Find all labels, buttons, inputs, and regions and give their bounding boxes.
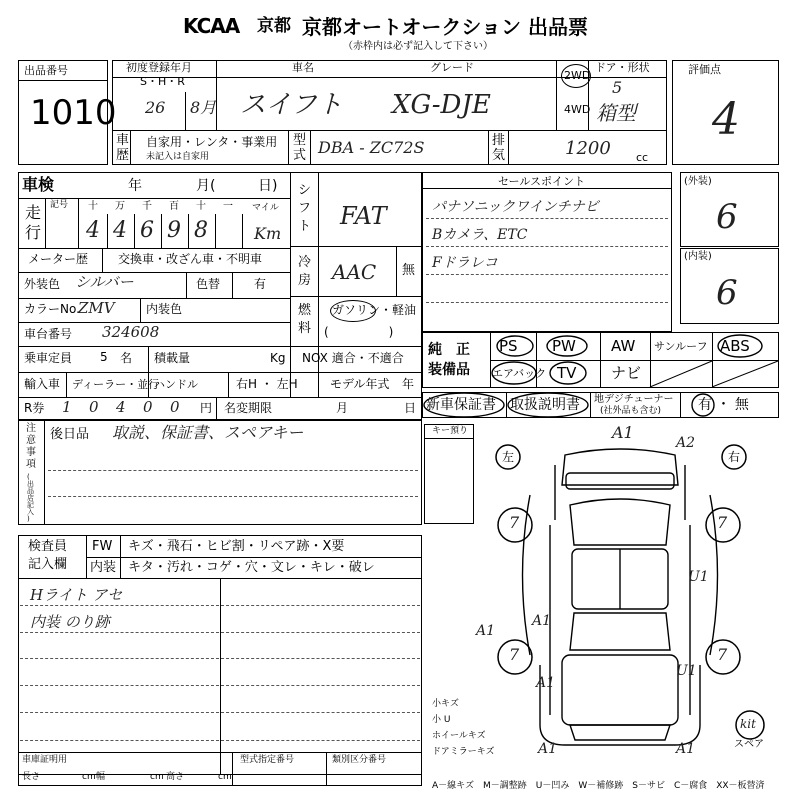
- ext-color-value: シルバー: [75, 273, 134, 291]
- ac-value: AAC: [332, 260, 377, 284]
- recycle-digit: 0: [143, 398, 153, 416]
- drive-2wd: 2WD: [564, 69, 591, 82]
- diagram-right: 右: [728, 450, 741, 464]
- odo-unit-label: 百: [169, 201, 179, 212]
- notes-sub-char: 店: [27, 494, 34, 502]
- diagram-left: 左: [502, 450, 515, 464]
- bottom-height: 高さ: [166, 772, 185, 782]
- equip-tv: TV: [557, 364, 577, 382]
- mark-door-a1: A1: [532, 613, 552, 629]
- nox-label: NOX 適合・不適合: [302, 351, 404, 365]
- import-handle: ハンドル: [154, 378, 198, 391]
- spare-label: スペア: [734, 739, 764, 750]
- key-label: キー預り: [432, 426, 469, 436]
- recycle-yen: 円: [200, 401, 213, 415]
- int-color-label: 内装色: [146, 302, 183, 316]
- door-count: 5: [612, 78, 623, 97]
- mark-right-u1: U1: [688, 569, 709, 585]
- grade-value: XG-DJE: [392, 90, 491, 120]
- car-diagram: [470, 425, 780, 770]
- ac-label-2: 房: [298, 273, 312, 288]
- color-no-value: ZMV: [78, 299, 115, 317]
- bottom-len: 長さ: [22, 772, 41, 782]
- legend-codes: A－線キズ M－調整跡 U－凹み W－補修跡 S－サビ C－腐食 XX－板替済: [432, 781, 765, 791]
- recycle-digit: 1: [62, 398, 72, 416]
- key-box: [424, 424, 474, 524]
- odo-kigo: 記号: [50, 200, 69, 210]
- docs-circles: [422, 392, 779, 418]
- mark-left-a1: A1: [476, 623, 496, 639]
- reg-month: 8月: [190, 98, 217, 117]
- wheel-fl: 7: [509, 513, 520, 532]
- odo-unit-label: 千: [142, 201, 152, 212]
- reg-label: 初度登録年月: [126, 61, 192, 74]
- notes-title-char: 意: [26, 435, 36, 446]
- recycle-digit: 0: [89, 398, 99, 416]
- reg-year: 26: [145, 98, 166, 117]
- shaken-day: 日): [258, 178, 278, 194]
- int-label: (内装): [684, 251, 712, 262]
- inspect-label-2: 記入欄: [28, 557, 68, 572]
- drive-4wd: 4WD: [564, 103, 591, 116]
- header-note: （赤枠内は必ず記入して下さい）: [343, 41, 493, 52]
- mark-door-a1b: A1: [536, 675, 556, 691]
- name-change-day: 日: [404, 401, 417, 415]
- bottom-cm-1: cm: [82, 772, 96, 782]
- odo-label-2: 行: [25, 223, 42, 242]
- shift-label-1: シ: [298, 183, 312, 198]
- doc-digital-sub: (社外品も含む): [600, 406, 662, 416]
- meter-options: 交換車・改ざん車・不明車: [118, 252, 263, 266]
- color-change-label: 色替: [196, 277, 221, 291]
- notes-sub-char: 品: [27, 487, 34, 495]
- disp-label-1: 排: [492, 133, 506, 148]
- wheel-fr: 7: [717, 513, 728, 532]
- inspect-fw-text: キズ・飛石・ヒビ割・リペア跡・X要: [128, 539, 345, 554]
- fuel-paren: ( ): [324, 325, 394, 339]
- notes-title-char: 事: [26, 447, 36, 458]
- odo-unit-label: 一: [223, 201, 233, 212]
- notes-title-char: 項: [26, 459, 36, 470]
- shift-label-2: フ: [298, 201, 312, 216]
- fuel-label-1: 燃: [298, 303, 312, 318]
- equip-ps: PS: [499, 337, 518, 355]
- load-label: 積載量: [154, 351, 191, 365]
- shaken-year: 年: [128, 178, 142, 194]
- recycle-digit: 0: [170, 398, 180, 416]
- sales-line-3: Fドラレコ: [432, 255, 498, 271]
- notes-value: 取説、保証書、スペアキー: [112, 423, 304, 442]
- fuel-options: ガソリン・軽油: [332, 303, 417, 317]
- score-label: 評価点: [688, 63, 721, 76]
- wheel-rl: 7: [509, 645, 520, 664]
- lot-label: 出品番号: [24, 64, 68, 77]
- shaken-label: 車検: [22, 175, 55, 194]
- sales-line-1: パナソニックワインチナビ: [432, 199, 599, 215]
- fuel-label-2: 料: [298, 321, 312, 336]
- sales-label: セールスポイント: [498, 175, 586, 188]
- lot-number: 1010: [30, 93, 117, 133]
- spare-kit: kit: [740, 717, 756, 731]
- grade-label: グレード: [430, 61, 474, 74]
- doc-digital: 地デジチューナー: [594, 394, 674, 405]
- equip-navi: ナビ: [611, 364, 642, 382]
- mark-front-a1: A1: [612, 423, 634, 442]
- mark-rear-a1b: A1: [676, 741, 696, 757]
- color-no-label: カラーNo.: [24, 302, 80, 316]
- doc-manual: 取扱説明書: [510, 397, 580, 413]
- legend-row: 小キズ: [432, 699, 459, 709]
- bottom-cert: 車庫証明用: [22, 755, 68, 765]
- ac-label-1: 冷: [298, 255, 312, 270]
- odo-digit: 6: [140, 218, 154, 243]
- shift-value: FAT: [340, 202, 387, 230]
- notes-sub-char: 出: [27, 480, 34, 488]
- mark-front-a2: A2: [676, 435, 696, 451]
- equip-sunroof: サンルーフ: [654, 340, 708, 353]
- odo-digit: 4: [86, 218, 100, 243]
- import-side: 右H ・ 左H: [236, 377, 298, 391]
- disp-value: 1200: [565, 138, 611, 159]
- car-name: スイフト: [240, 90, 343, 120]
- history-label-1: 車: [116, 133, 130, 148]
- bottom-cm-2: cm: [150, 772, 164, 782]
- model-year-unit: 年: [402, 377, 415, 391]
- capacity-unit: 名: [120, 351, 133, 365]
- recycle-digit: 4: [116, 398, 126, 416]
- name-change-label: 名変期限: [224, 401, 273, 415]
- recycle-label: R券: [24, 401, 45, 415]
- name-change-month: 月: [336, 401, 349, 415]
- notes-title-char: 注: [26, 423, 36, 434]
- equip-label-1: 純 正: [428, 342, 470, 358]
- logo-kyoto: 京都: [257, 16, 291, 36]
- capacity-label: 乗車定員: [24, 351, 73, 365]
- disp-label-2: 気: [492, 148, 506, 163]
- sales-line-2: Bカメラ、ETC: [432, 227, 528, 243]
- bottom-type-no: 型式指定番号: [240, 755, 295, 765]
- notes-sub-char: ): [27, 515, 30, 523]
- model-label-1: 型: [293, 133, 307, 148]
- inspect-label-1: 検査員: [28, 539, 68, 554]
- inspect-fw: FW: [92, 539, 113, 554]
- odo-unit-label: 万: [115, 201, 125, 212]
- ext-label: (外装): [684, 176, 712, 187]
- color-change-value: 有: [254, 277, 267, 291]
- model-label-2: 式: [293, 148, 307, 163]
- odo-unit-label: 十: [88, 201, 98, 212]
- equip-pw: PW: [552, 337, 576, 355]
- inspect-line-2: 内装 のり跡: [30, 613, 110, 631]
- doc-yesno: 有 ・ 無: [698, 397, 749, 413]
- inspect-line-1: Hライト アセ: [30, 586, 123, 604]
- odo-km: Km: [254, 224, 282, 243]
- doc-warranty: 新車保証書: [426, 397, 496, 413]
- notes-sub-char: (: [27, 473, 30, 481]
- equip-aw: AW: [611, 337, 636, 355]
- capacity-value: 5: [100, 350, 108, 364]
- history-options: 自家用・レンタ・事業用: [146, 135, 278, 149]
- equip-label-2: 装備品: [428, 362, 470, 378]
- equip-airbag: エアバック: [492, 367, 547, 380]
- legend-row: ホイールキズ: [432, 731, 486, 741]
- odo-digit: 4: [113, 218, 127, 243]
- chassis-label: 車台番号: [24, 327, 73, 341]
- odo-mile: マイル: [252, 203, 279, 213]
- odo-label-1: 走: [25, 203, 42, 222]
- bottom-class-no: 類別区分番号: [332, 755, 387, 765]
- bottom-cm-3: cm: [218, 772, 232, 782]
- equipment-circles: [490, 332, 780, 388]
- notes-sub-char: 記: [27, 501, 34, 509]
- ext-value: 6: [716, 197, 738, 237]
- door-shape-label: ドア・形状: [595, 61, 650, 74]
- ac-none: 無: [402, 263, 416, 278]
- logo: [183, 15, 298, 39]
- chassis-value: 324608: [102, 323, 160, 341]
- wheel-rr: 7: [717, 645, 728, 664]
- mark-right-u1b: U1: [676, 663, 697, 679]
- legend-row: 小 U: [432, 715, 451, 725]
- shaken-month: 月(: [196, 178, 216, 194]
- model-value: DBA - ZC72S: [318, 138, 425, 157]
- notes-sub-char: 入: [27, 508, 34, 516]
- page-title: 京都オートオークション 出品票: [302, 15, 588, 39]
- mark-rear-a1: A1: [538, 741, 558, 757]
- bottom-width: 幅: [96, 772, 106, 782]
- car-name-label: 車名: [292, 61, 314, 74]
- odo-digit: 8: [194, 218, 208, 243]
- inspect-int-text: キタ・汚れ・コゲ・穴・文レ・キレ・破レ: [128, 560, 375, 575]
- history-sub: 未記入は自家用: [146, 152, 210, 162]
- import-dealer: ディーラー・並行: [72, 378, 160, 391]
- int-value: 6: [716, 273, 738, 313]
- inspect-int: 内装: [90, 560, 117, 575]
- import-label: 輸入車: [24, 377, 61, 391]
- score-value: 4: [712, 94, 740, 145]
- history-label-2: 歴: [116, 148, 130, 163]
- body-shape: 箱型: [596, 101, 636, 125]
- load-unit: Kg: [270, 351, 286, 365]
- odo-unit-label: 十: [196, 201, 206, 212]
- disp-unit: cc: [636, 151, 649, 164]
- notes-label: 後日品: [50, 427, 90, 442]
- equip-abs: ABS: [720, 337, 750, 355]
- logo-kcaa: KCAA: [183, 14, 240, 38]
- odo-digit: 9: [167, 218, 181, 243]
- ext-color-label: 外装色: [24, 277, 61, 291]
- shift-label-3: ト: [298, 219, 312, 234]
- model-year-label: モデル年式: [330, 377, 390, 391]
- sales-box: [422, 172, 672, 332]
- meter-label: メーター歴: [28, 252, 89, 266]
- legend-row: ドアミラーキズ: [432, 747, 495, 757]
- reg-era: S・H・R: [140, 75, 185, 88]
